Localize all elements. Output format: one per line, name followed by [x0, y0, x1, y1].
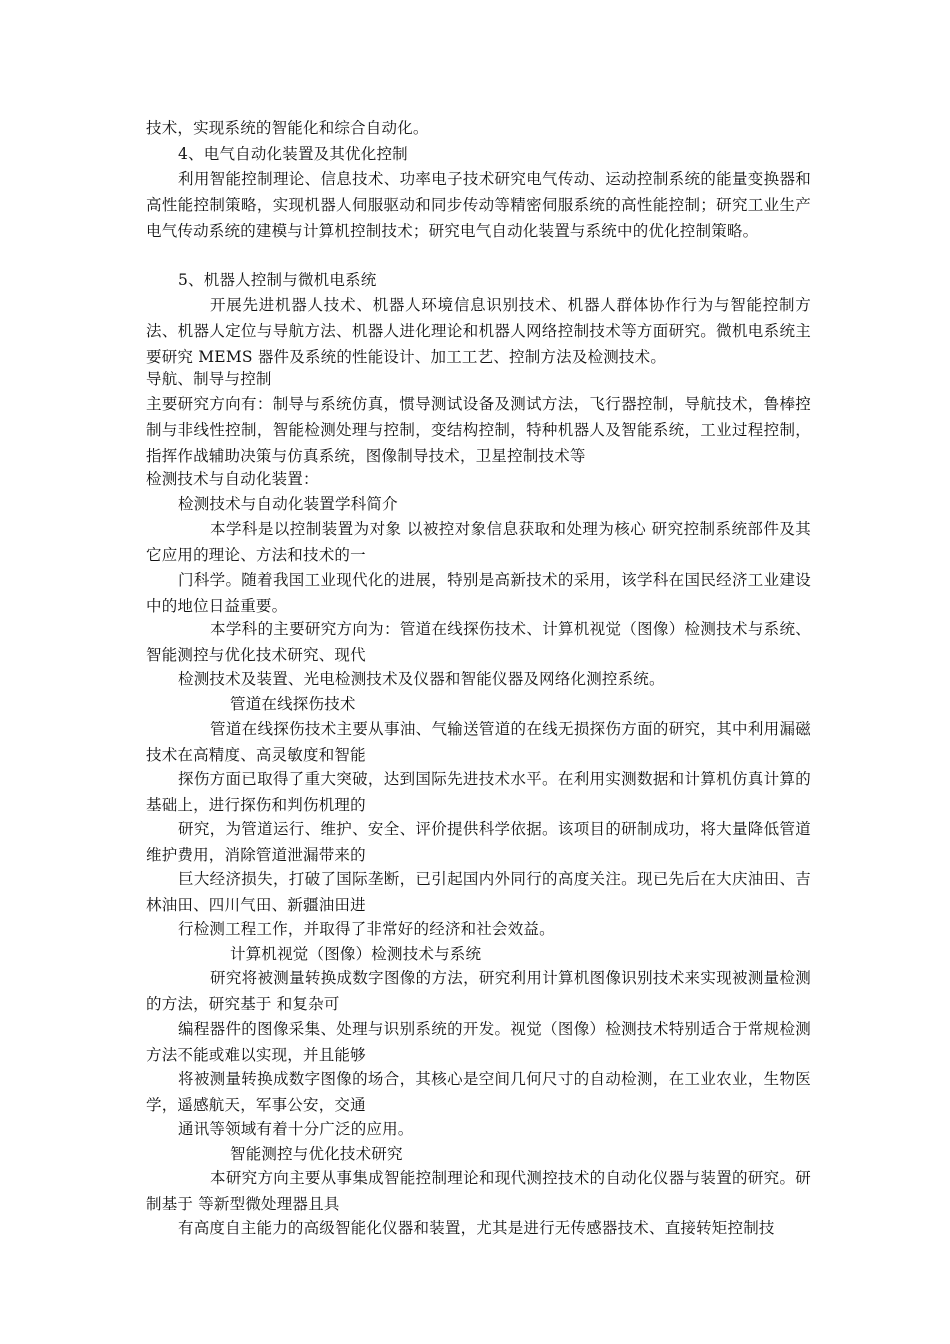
- section-heading: 导航、制导与控制: [146, 370, 272, 388]
- paragraph: 本学科的主要研究方向为：管道在线探伤技术、计算机视觉（图像）检测技术与系统、智能测控与优化技术研究、现代: [146, 620, 811, 664]
- paragraph: 研究将被测量转换成数字图像的方法，研究利用计算机图像识别技术来实现被测量检测的方法，研究基于 和复杂可: [146, 969, 811, 1013]
- paragraph: 编程器件的图像采集、处理与识别系统的开发。视觉（图像）检测技术特别适合于常规检测方法不能或难以实现，并且能够: [146, 1020, 811, 1064]
- paragraph: 门科学。随着我国工业现代化的进展，特别是高新技术的采用，该学科在国民经济工业建设中的地位日益重要。: [146, 571, 811, 615]
- paragraph: 巨大经济损失，打破了国际垄断，已引起国内外同行的高度关注。现已先后在大庆油田、吉林油田、四川气田、新疆油田进: [146, 870, 811, 914]
- paragraph: 通讯等领域有着十分广泛的应用。: [178, 1120, 414, 1138]
- subsection-heading: 管道在线探伤技术: [230, 695, 356, 713]
- paragraph: 主要研究方向有：制导与系统仿真，惯导测试设备及测试方法，飞行器控制，导航技术，鲁棒控制与非线性控制，智能检测处理与控制，变结构控制，特种机器人及智能系统，工业过程控制，指挥作战辅助决策与仿真系统，图像制导技术，卫星控制技术等: [146, 395, 811, 465]
- paragraph: 研究，为管道运行、维护、安全、评价提供科学依据。该项目的研制成功，将大量降低管道维护费用，消除管道泄漏带来的: [146, 820, 811, 864]
- section-heading: 5、机器人控制与微机电系统: [178, 271, 377, 289]
- paragraph: 有高度自主能力的高级智能化仪器和装置，尤其是进行无传感器技术、直接转矩控制技: [178, 1219, 775, 1237]
- subsection-heading: 智能测控与优化技术研究: [230, 1145, 403, 1163]
- paragraph: 开展先进机器人技术、机器人环境信息识别技术、机器人群体协作行为与智能控制方法、机器人定位与导航方法、机器人进化理论和机器人网络控制技术等方面研究。微机电系统主要研究 MEMS 器件及系统的性能设计、加工工艺、控制方法及检测技术。: [146, 296, 811, 366]
- paragraph: 技术，实现系统的智能化和综合自动化。: [146, 119, 429, 137]
- paragraph: 利用智能控制理论、信息技术、功率电子技术研究电气传动、运动控制系统的能量变换器和高性能控制策略，实现机器人伺服驱动和同步传动等精密伺服系统的高性能控制；研究工业生产电气传动系统的建模与计算机控制技术；研究电气自动化装置与系统中的优化控制策略。: [146, 170, 811, 240]
- paragraph: 本学科是以控制装置为对象 以被控对象信息获取和处理为核心 研究控制系统部件及其它应用的理论、方法和技术的一: [146, 520, 811, 564]
- paragraph: 管道在线探伤技术主要从事油、气输送管道的在线无损探伤方面的研究，其中利用漏磁技术在高精度、高灵敏度和智能: [146, 720, 811, 764]
- paragraph: 探伤方面已取得了重大突破，达到国际先进技术水平。在利用实测数据和计算机仿真计算的基础上，进行探伤和判伤机理的: [146, 770, 811, 814]
- section-heading: 4、电气自动化装置及其优化控制: [178, 145, 408, 163]
- paragraph: 本研究方向主要从事集成智能控制理论和现代测控技术的自动化仪器与装置的研究。研制基于 等新型微处理器且具: [146, 1169, 811, 1213]
- subsection-heading: 检测技术与自动化装置学科简介: [178, 495, 398, 513]
- section-heading: 检测技术与自动化装置：: [146, 470, 319, 488]
- paragraph: 检测技术及装置、光电检测技术及仪器和智能仪器及网络化测控系统。: [178, 670, 665, 688]
- subsection-heading: 计算机视觉（图像）检测技术与系统: [230, 945, 482, 963]
- paragraph: 行检测工程工作，并取得了非常好的经济和社会效益。: [178, 920, 555, 938]
- paragraph: 将被测量转换成数字图像的场合，其核心是空间几何尺寸的自动检测，在工业农业，生物医学，遥感航天，军事公安，交通: [146, 1070, 811, 1114]
